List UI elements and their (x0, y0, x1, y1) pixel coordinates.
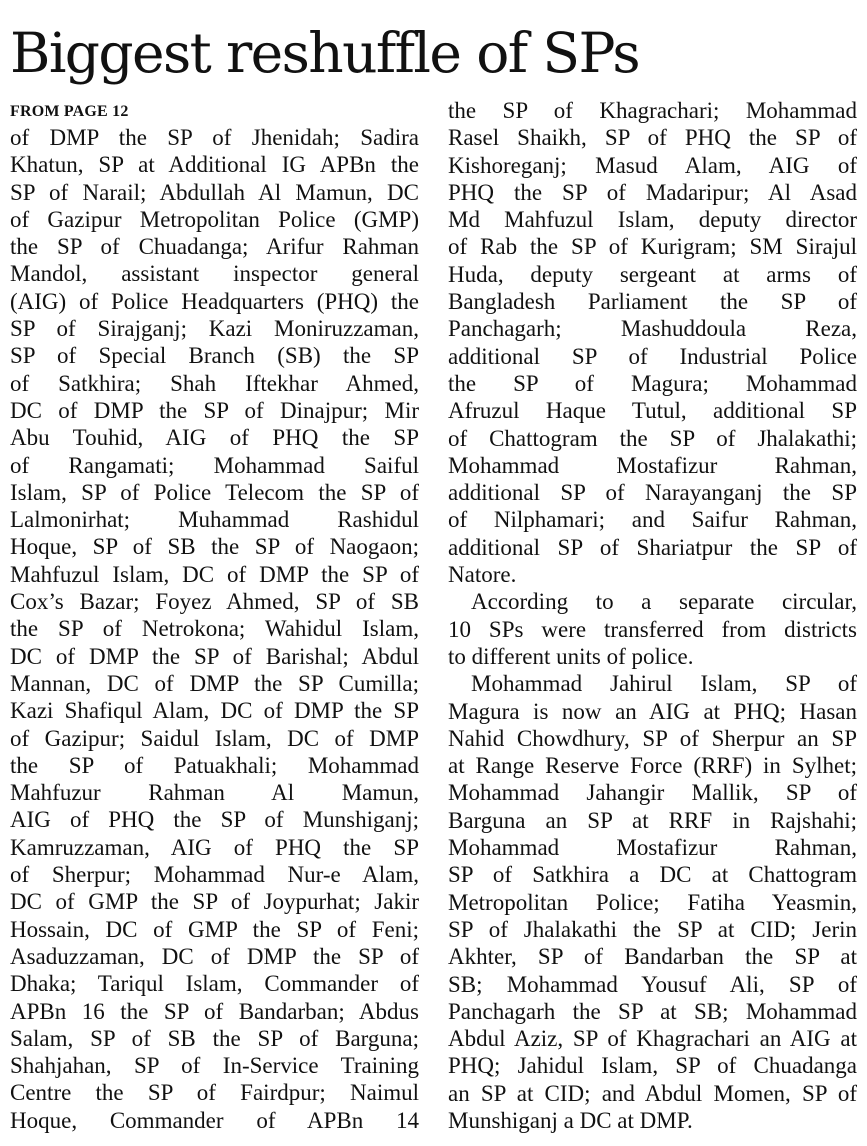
text-line: Abu Touhid, AIG of PHQ the SP (10, 425, 419, 451)
text-line: According to a separate circular, (448, 589, 857, 615)
text-line: Rasel Shaikh, SP of PHQ the SP of (448, 125, 857, 151)
text-line: Mandol, assistant inspector general (10, 261, 419, 287)
text-line: Mohammad Jahirul Islam, SP of (448, 671, 857, 697)
paragraph (448, 588, 857, 670)
text-line: DC of GMP the SP of Joypurhat; Jakir (10, 889, 419, 915)
text-line: DC of DMP the SP of Dinajpur; Mir (10, 397, 419, 423)
continuation-kicker: FROM PAGE 12 (10, 103, 129, 120)
text-line: APBn 16 the SP of Bandarban; Abdus (10, 998, 419, 1024)
text-line: of Chattogram the SP of Jhalakathi; (448, 425, 857, 451)
text-line: an SP at CID; and Abdul Momen, SP of (448, 1080, 857, 1106)
text-line: of DMP the SP of Jhenidah; Sadira (10, 125, 419, 150)
text-line: Kishoreganj; Masud Alam, AIG of (448, 152, 857, 178)
text-line: the SP of Chuadanga; Arifur Rahman (10, 234, 419, 260)
text-line: Mannan, DC of DMP the SP Cumilla; (10, 670, 419, 696)
text-line: Nahid Chowdhury, SP of Sherpur an SP (448, 725, 857, 751)
text-line: Huda, deputy sergeant at arms of (448, 261, 857, 287)
text-line: Asaduzzaman, DC of DMP the SP of (10, 943, 419, 969)
paragraph (448, 97, 857, 588)
article-column-left (10, 124, 419, 1134)
text-line: 10 SPs were transferred from districts (448, 616, 857, 642)
text-line: Kamruzzaman, AIG of PHQ the SP (10, 834, 419, 860)
text-line: at Range Reserve Force (RRF) in Sylhet; (448, 753, 857, 779)
text-line: Dhaka; Tariqul Islam, Commander of (10, 971, 419, 997)
text-line: the SP of Patuakhali; Mohammad (10, 752, 419, 778)
text-line: Barguna an SP at RRF in Rajshahi; (448, 807, 857, 833)
text-line: Akhter, SP of Bandarban the SP at (448, 944, 857, 970)
text-line: of Satkhira; Shah Iftekhar Ahmed, (10, 370, 419, 396)
article-column-right (448, 97, 857, 1134)
headline: Biggest reshuffle of SPs (10, 21, 640, 85)
text-line: Shahjahan, SP of In-Service Training (10, 1053, 419, 1079)
text-line: Kazi Shafiqul Alam, DC of DMP the SP (10, 698, 419, 724)
text-line: Natore. (448, 562, 517, 588)
text-line: Lalmonirhat; Muhammad Rashidul (10, 507, 419, 533)
text-line: additional SP of Narayanganj the SP (448, 480, 857, 506)
text-line: SP of Narail; Abdullah Al Mamun, DC (10, 179, 419, 205)
text-line: of Rab the SP of Kurigram; SM Sirajul (448, 234, 857, 260)
text-line: Mohammad Mostafizur Rahman, (448, 835, 857, 861)
text-line: Hoque, Commander of APBn 14 (10, 1107, 419, 1133)
text-line: Bangladesh Parliament the SP of (448, 289, 857, 315)
text-line: Hossain, DC of GMP the SP of Feni; (10, 916, 419, 942)
paragraph (10, 124, 419, 1134)
text-line: additional SP of Shariatpur the SP of (448, 534, 857, 560)
text-line: Magura is now an AIG at PHQ; Hasan (448, 698, 857, 724)
text-line: Md Mahfuzul Islam, deputy director (448, 207, 857, 233)
text-line: Mohammad Mostafizur Rahman, (448, 452, 857, 478)
text-line: Afruzul Haque Tutul, additional SP (448, 398, 857, 424)
text-line: of Sherpur; Mohammad Nur-e Alam, (10, 862, 419, 888)
text-line: of Gazipur Metropolitan Police (GMP) (10, 206, 419, 232)
text-line: the SP of Magura; Mohammad (448, 370, 857, 396)
text-line: Munshiganj a DC at DMP. (448, 1107, 693, 1133)
text-line: Hoque, SP of SB the SP of Naogaon; (10, 534, 419, 560)
text-line: of Rangamati; Mohammad Saiful (10, 452, 419, 478)
text-line: Cox’s Bazar; Foyez Ahmed, SP of SB (10, 589, 419, 615)
text-line: Mahfuzur Rahman Al Mamun, (10, 780, 419, 806)
text-line: Mahfuzul Islam, DC of DMP the SP of (10, 561, 419, 587)
text-line: the SP of Khagrachari; Mohammad (448, 98, 857, 123)
text-line: of Nilphamari; and Saifur Rahman, (448, 507, 857, 533)
text-line: DC of DMP the SP of Barishal; Abdul (10, 643, 419, 669)
text-line: SP of Special Branch (SB) the SP (10, 343, 419, 369)
text-line: AIG of PHQ the SP of Munshiganj; (10, 807, 419, 833)
text-line: Khatun, SP at Additional IG APBn the (10, 152, 419, 178)
text-line: of Gazipur; Saidul Islam, DC of DMP (10, 725, 419, 751)
text-line: Panchagarh the SP at SB; Mohammad (448, 998, 857, 1024)
text-line: SP of Jhalakathi the SP at CID; Jerin (448, 916, 857, 942)
text-line: Centre the SP of Fairdpur; Naimul (10, 1080, 419, 1106)
text-line: Islam, SP of Police Telecom the SP of (10, 479, 419, 505)
paragraph (448, 670, 857, 1134)
text-line: Mohammad Jahangir Mallik, SP of (448, 780, 857, 806)
text-line: PHQ the SP of Madaripur; Al Asad (448, 179, 857, 205)
text-line: Abdul Aziz, SP of Khagrachari an AIG at (448, 1026, 857, 1052)
text-line: Metropolitan Police; Fatiha Yeasmin, (448, 889, 857, 915)
text-line: Panchagarh; Mashuddoula Reza, (448, 316, 857, 342)
text-line: additional SP of Industrial Police (448, 343, 857, 369)
text-line: SP of Sirajganj; Kazi Moniruzzaman, (10, 316, 419, 342)
text-line: SB; Mohammad Yousuf Ali, SP of (448, 971, 857, 997)
text-line: to different units of police. (448, 643, 694, 669)
text-line: SP of Satkhira a DC at Chattogram (448, 862, 857, 888)
text-line: PHQ; Jahidul Islam, SP of Chuadanga (448, 1053, 857, 1079)
text-line: Salam, SP of SB the SP of Barguna; (10, 1025, 419, 1051)
text-line: (AIG) of Police Headquarters (PHQ) the (10, 288, 419, 314)
text-line: the SP of Netrokona; Wahidul Islam, (10, 616, 419, 642)
